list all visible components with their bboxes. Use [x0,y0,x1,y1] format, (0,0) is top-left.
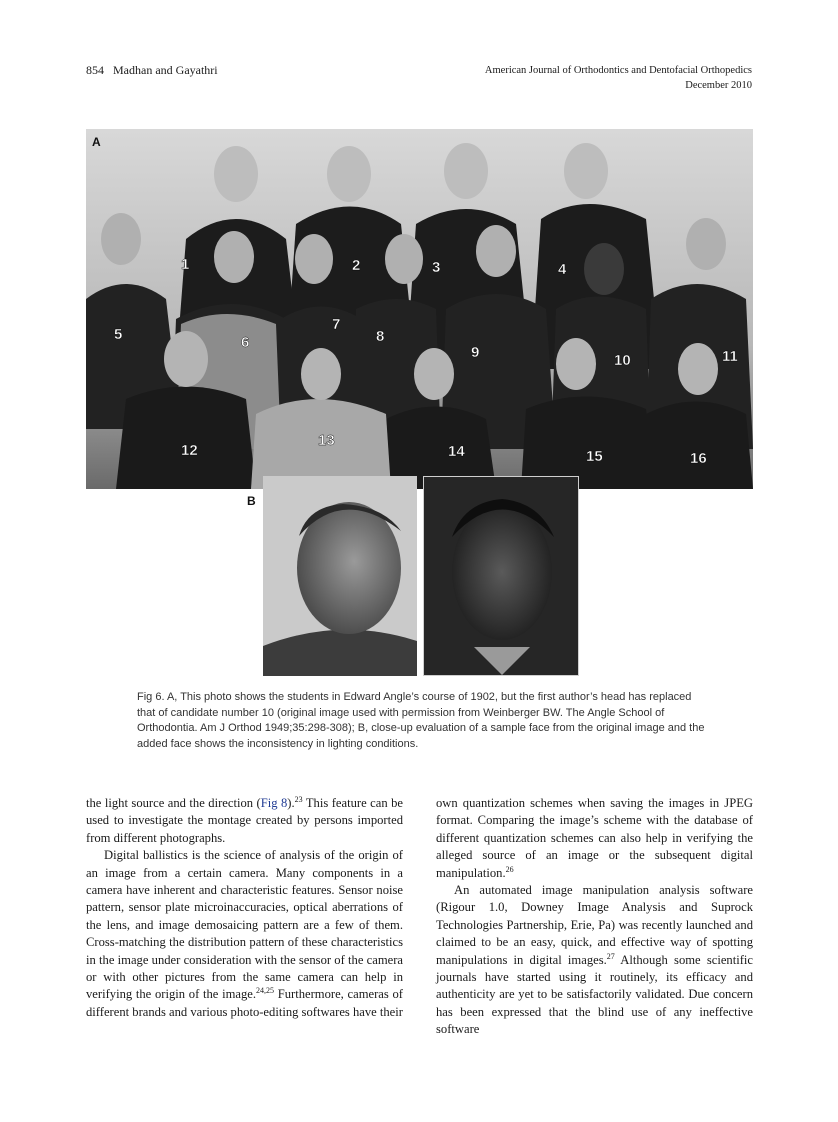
person-number-14: 14 [448,443,465,460]
page-number: 854 [86,63,104,77]
person-number-13: 13 [318,432,335,449]
person-number-15: 15 [586,448,603,465]
panel-b-label: B [247,494,256,508]
running-header-left [86,63,218,78]
issue-date: December 2010 [685,80,752,91]
person-number-12: 12 [181,442,198,459]
body-column-right [436,795,753,1039]
closeup-added-face [423,476,579,676]
person-number-5: 5 [114,326,123,343]
person-number-9: 9 [471,344,480,361]
journal-name: American Journal of Orthodontics and Dentofacial Orthopedics [484,65,752,76]
person-number-2: 2 [352,257,361,274]
person-number-10: 10 [614,352,631,369]
figure-caption: Fig 6. A, This photo shows the students in Edward Angle’s course of 1902, but the first author’s head has replaced that of candidate number 10 (original image used with permission from Weinberger BW. The Angle School of Orthodontia. Am J Orthod 1949;35:298-308); B, close-up evaluation of a sample face from the original image and the added face shows the inconsistency in lighting conditions. [137,691,705,750]
group-photo [86,129,753,489]
person-number-7: 7 [332,316,341,333]
paragraph: own quantization schemes when saving the images in JPEG format. Comparing the image’s scheme with the database of different quantization schemes can also help in verifying the alleged source of an image or the subsequent digital manipulation.$^{26}$ [436,796,753,880]
running-authors: Madhan and Gayathri [113,63,218,77]
person-number-1: 1 [181,256,190,273]
figure-reference-link[interactable]: Fig 8 [260,796,288,810]
citation: 23 [294,794,303,804]
citation: 27 [606,951,615,961]
body-column-left [86,795,403,1021]
person-number-8: 8 [376,328,385,345]
closeup-original-face [263,476,417,676]
paragraph: An automated image manipulation analysis software (Rigour 1.0, Downey Image Analysis and Suprock Technologies Partnership, Erie, Pa) was recently launched and claimed to be an easy, quick, and effective way of spotting manipulations in digital images.$^{27}$ Although some scientific journals have started using it routinely, its efficacy and authenticity are yet to be satisfactorily validated. Due concern has been expressed that the blind use of any ineffective software [436,883,753,1037]
person-number-3: 3 [432,259,441,276]
panel-a-label: A [92,135,101,149]
paragraph: Digital ballistics is the science of analysis of the origin of an image from a certain camera. Many components in a camera have inherent and characteristic features. Sensor noise pattern, sensor plate microinaccuracies, optical aberrations of the lens, and image demosaicing pattern are a few of them. Cross-matching the distribution pattern of these characteristics in the image under consideration with the sensor of the camera or with other pictures from the same camera can help in verifying the origin of the image.$^{24,25}$ Furthermore, cameras of different brands and various photo-editing softwares have their [86,848,403,1019]
citation: 24,25 [256,986,275,996]
paragraph: the light source and the direction (Fig 8).$^{23}$ This feature can be used to investigate the montage created by persons imported from different photographs. [86,794,403,845]
person-number-11: 11 [722,348,738,365]
person-number-6: 6 [241,334,250,351]
person-number-4: 4 [558,261,567,278]
person-number-16: 16 [690,450,707,467]
running-header-right [332,63,752,93]
citation: 26 [505,864,514,874]
